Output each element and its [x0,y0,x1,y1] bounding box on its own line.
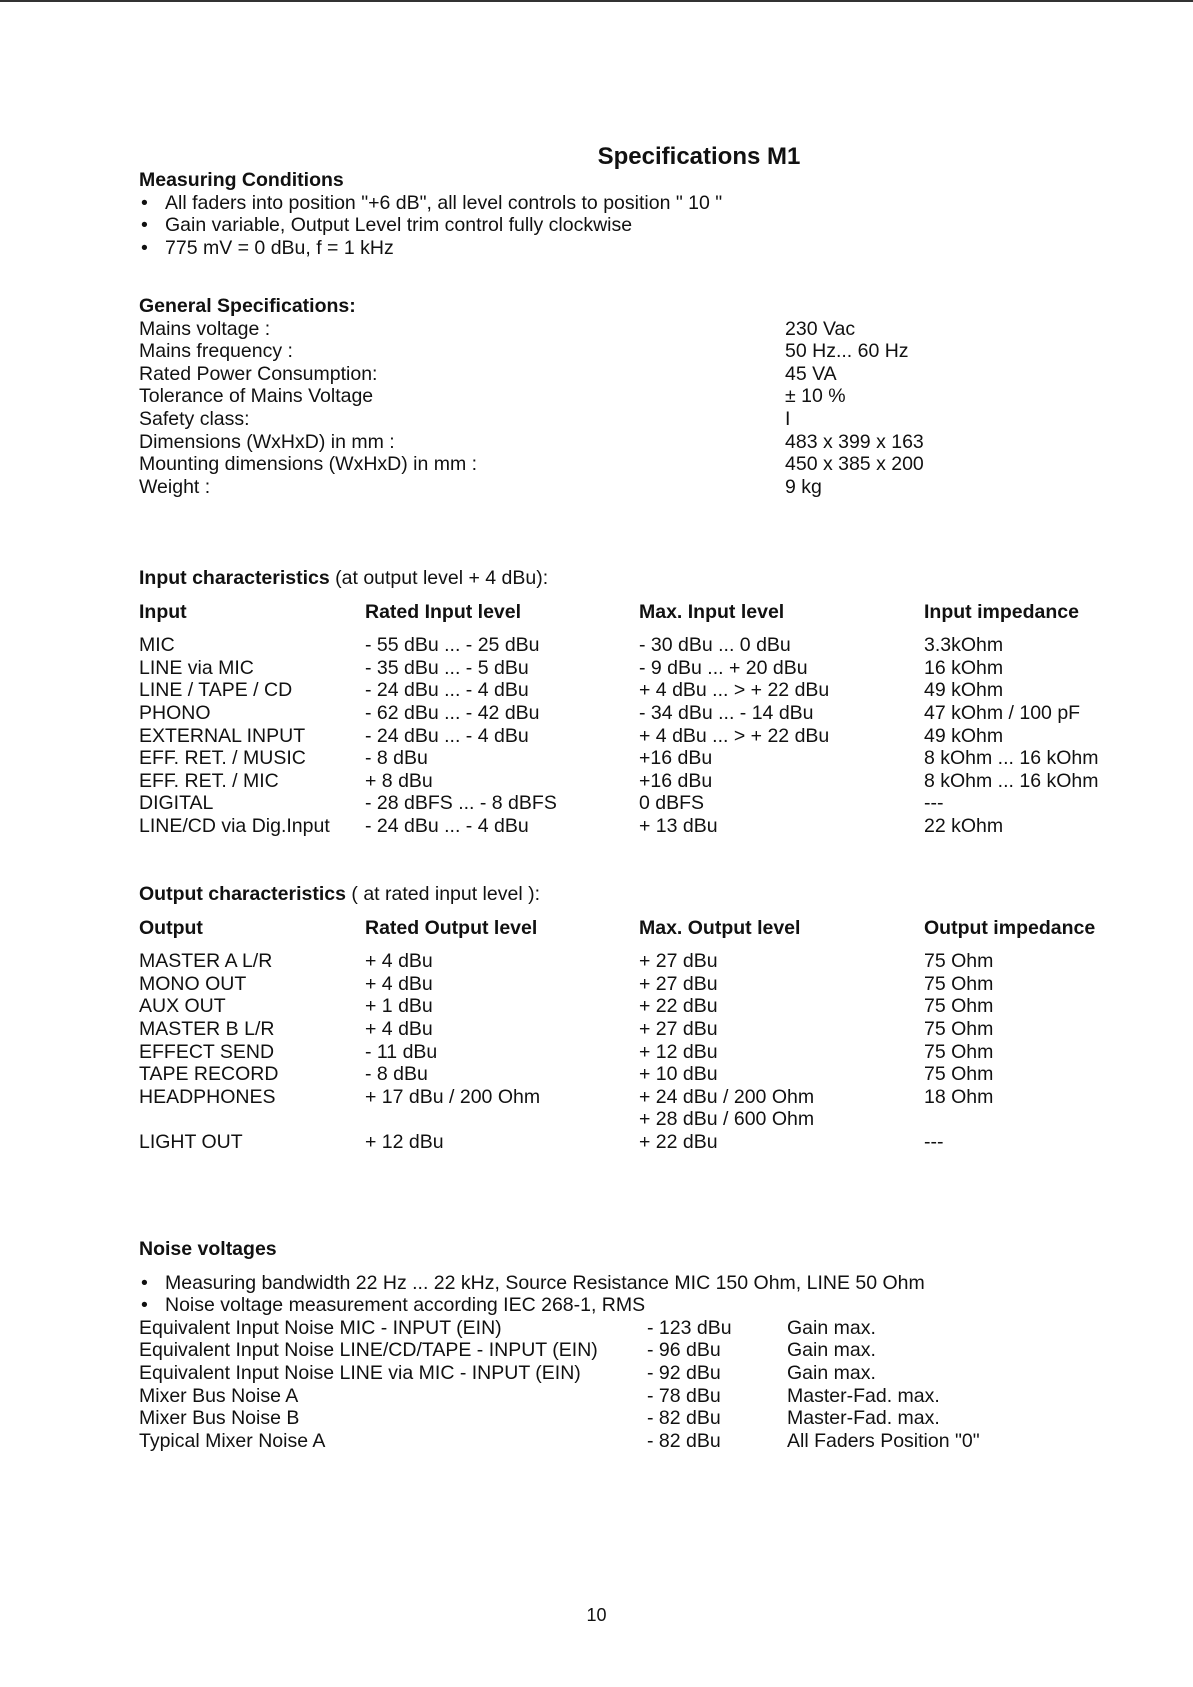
table-cell: - 28 dBFS ... - 8 dBFS [365,792,557,815]
output-characteristics-heading [139,883,1139,906]
table-cell: +16 dBu [639,747,713,770]
list-item: • Measuring bandwidth 22 Hz ... 22 kHz, Source Resistance MIC 150 Ohm, LINE 50 Ohm [139,1272,1139,1295]
table-cell: 47 kOhm / 100 pF [924,701,1081,724]
page-number: 10 [586,1605,607,1625]
table-row [139,1086,1139,1109]
table-cell: 75 Ohm [924,950,994,973]
table-cell: All Faders Position "0" [787,1429,980,1452]
table-cell: + 12 dBu [639,1040,718,1063]
table-cell: + 27 dBu [639,950,718,973]
table-cell: - 24 dBu ... - 4 dBu [365,814,529,837]
table-row [139,815,1139,838]
table-cell: Mixer Bus Noise A [139,1384,299,1407]
table-cell: 75 Ohm [924,1040,994,1063]
top-border-line [0,0,1193,2]
noise-conditions-list [139,1272,1139,1317]
input-characteristics-heading [139,567,1139,590]
table-row [139,634,1139,657]
spec-value: ± 10 % [785,385,846,408]
table-row [139,340,1139,363]
table-cell [139,1108,365,1131]
table-cell: - 11 dBu [365,1040,438,1063]
table-cell: EXTERNAL INPUT [139,724,306,747]
spec-value: I [785,407,791,430]
table-cell: Master-Fad. max. [787,1384,940,1407]
table-cell: TAPE RECORD [139,1063,279,1086]
table-row [139,1108,1139,1131]
table-cell: 16 kOhm [924,656,1004,679]
table-cell: 75 Ohm [924,1017,994,1040]
column-header: Rated Output level [365,916,538,939]
table-row [139,385,1139,408]
table-cell: 49 kOhm [924,724,1004,747]
spec-label: Mounting dimensions (WxHxD) in mm : [139,453,478,476]
table-cell: - 82 dBu [647,1407,721,1430]
table-cell: 8 kOhm ... 16 kOhm [924,769,1099,792]
table-row [139,1041,1139,1064]
table-cell: HEADPHONES [139,1085,276,1108]
general-specifications-list [139,318,1139,499]
list-item: • 775 mV = 0 dBu, f = 1 kHz [139,237,1139,260]
table-cell: + 28 dBu / 600 Ohm [639,1108,815,1131]
table-cell: + 27 dBu [639,1017,718,1040]
table-cell: DIGITAL [139,792,214,815]
table-cell: MASTER A L/R [139,950,273,973]
measuring-conditions-heading: Measuring Conditions [139,169,344,191]
table-cell: - 82 dBu [647,1429,721,1452]
column-header: Output impedance [924,916,1096,939]
table-cell [924,1108,1139,1131]
table-cell: - 123 dBu [647,1316,732,1339]
spec-value: 9 kg [785,475,822,498]
spec-label: Tolerance of Mains Voltage [139,385,374,408]
table-cell: Gain max. [787,1361,876,1384]
table-cell: + 22 dBu [639,995,718,1018]
table-cell: - 55 dBu ... - 25 dBu [365,634,540,657]
table-cell [365,1108,639,1131]
table-cell: - 24 dBu ... - 4 dBu [365,679,529,702]
table-row [139,725,1139,748]
spec-label: Dimensions (WxHxD) in mm : [139,430,395,453]
table-cell: Gain max. [787,1339,876,1362]
input-characteristics-section [139,567,1139,838]
table-row [139,1063,1139,1086]
table-cell: - 62 dBu ... - 42 dBu [365,701,540,724]
table-cell: + 1 dBu [365,995,433,1018]
spec-value: 450 x 385 x 200 [785,453,924,476]
table-row [139,770,1139,793]
table-cell: + 4 dBu [365,950,433,973]
table-row [139,1317,1139,1340]
table-row [139,318,1139,341]
table-row [139,1339,1139,1362]
table-cell: + 8 dBu [365,769,433,792]
table-cell: EFF. RET. / MUSIC [139,747,306,770]
table-row [139,747,1139,770]
column-header: Max. Output level [639,916,801,939]
measuring-conditions-list [139,192,1139,260]
table-cell: 18 Ohm [924,1085,994,1108]
table-cell: MIC [139,634,175,657]
table-row [139,363,1139,386]
output-characteristics-section [139,883,1139,1154]
table-cell: + 27 dBu [639,972,718,995]
output-table-header [139,917,1139,940]
table-row [139,679,1139,702]
table-cell: - 8 dBu [365,1063,428,1086]
table-cell: + 4 dBu ... > + 22 dBu [639,679,830,702]
column-header: Max. Input level [639,600,785,623]
column-header: Input [139,600,187,623]
table-row [139,408,1139,431]
noise-table [139,1317,1139,1453]
table-cell: - 78 dBu [647,1384,721,1407]
table-row [139,1362,1139,1385]
spec-label: Weight : [139,475,211,498]
table-row [139,657,1139,680]
table-row [139,1407,1139,1430]
table-cell: 75 Ohm [924,1063,994,1086]
table-cell: - 8 dBu [365,747,428,770]
list-item: • All faders into position "+6 dB", all level controls to position " 10 " [139,192,1139,215]
list-item: • Gain variable, Output Level trim control fully clockwise [139,214,1139,237]
output-heading-note: ( at rated input level ): [345,883,540,905]
table-cell: - 24 dBu ... - 4 dBu [365,724,529,747]
table-row [139,453,1139,476]
table-cell: --- [924,1130,944,1153]
noise-voltages-section [139,1238,1139,1452]
table-row [139,476,1139,499]
table-row [139,973,1139,996]
table-cell: Mixer Bus Noise B [139,1407,300,1430]
table-cell: Master-Fad. max. [787,1407,940,1430]
table-cell: EFFECT SEND [139,1040,275,1063]
table-cell: - 96 dBu [647,1339,721,1362]
output-table-body [139,950,1139,1153]
table-cell: + 24 dBu / 200 Ohm [639,1085,815,1108]
table-cell: - 35 dBu ... - 5 dBu [365,656,529,679]
table-row [139,792,1139,815]
list-item: • Noise voltage measurement according IEC 268-1, RMS [139,1294,1139,1317]
table-cell: + 12 dBu [365,1130,444,1153]
measuring-conditions-section [139,169,1139,259]
column-header: Rated Input level [365,600,522,623]
table-cell: - 9 dBu ... + 20 dBu [639,656,808,679]
table-cell: + 4 dBu ... > + 22 dBu [639,724,830,747]
table-cell: 8 kOhm ... 16 kOhm [924,747,1099,770]
table-cell: LINE / TAPE / CD [139,679,293,702]
spec-value: 230 Vac [785,317,856,340]
table-cell: PHONO [139,701,211,724]
table-row [139,431,1139,454]
general-specifications-section [139,295,1139,498]
table-row [139,995,1139,1018]
table-cell: Typical Mixer Noise A [139,1429,326,1452]
output-heading-bold: Output characteristics [139,883,346,905]
table-cell: --- [924,792,944,815]
table-cell: 0 dBFS [639,792,705,815]
table-cell: + 17 dBu / 200 Ohm [365,1085,541,1108]
table-cell: MONO OUT [139,972,247,995]
table-cell: + 4 dBu [365,972,433,995]
table-cell: Gain max. [787,1316,876,1339]
spec-label: Safety class: [139,407,250,430]
spec-label: Rated Power Consumption: [139,362,378,385]
table-cell: Equivalent Input Noise LINE via MIC - INPUT (EIN) [139,1361,581,1384]
input-table-body [139,634,1139,837]
noise-voltages-heading: Noise voltages [139,1238,277,1260]
table-cell: 22 kOhm [924,814,1004,837]
table-row [139,1131,1139,1154]
table-row [139,702,1139,725]
table-cell: LINE/CD via Dig.Input [139,814,330,837]
spec-value: 483 x 399 x 163 [785,430,924,453]
spec-value: 50 Hz... 60 Hz [785,340,909,363]
table-cell: + 13 dBu [639,814,718,837]
table-cell: 49 kOhm [924,679,1004,702]
table-row [139,1385,1139,1408]
table-cell: + 10 dBu [639,1063,718,1086]
page-title: Specifications M1 [597,143,801,170]
general-specifications-heading: General Specifications: [139,295,356,317]
table-cell: - 34 dBu ... - 14 dBu [639,701,814,724]
table-cell: + 22 dBu [639,1130,718,1153]
table-cell: + 4 dBu [365,1017,433,1040]
input-heading-bold: Input characteristics [139,567,330,589]
table-row [139,1430,1139,1453]
spec-label: Mains voltage : [139,317,271,340]
input-heading-note: (at output level + 4 dBu): [329,567,549,589]
table-row [139,950,1139,973]
table-row [139,1018,1139,1041]
table-cell: 75 Ohm [924,995,994,1018]
spec-value: 45 VA [785,362,837,385]
table-cell: +16 dBu [639,769,713,792]
table-cell: - 30 dBu ... 0 dBu [639,634,791,657]
table-cell: LINE via MIC [139,656,254,679]
table-cell: Equivalent Input Noise MIC - INPUT (EIN) [139,1316,502,1339]
table-cell: LIGHT OUT [139,1130,243,1153]
table-cell: AUX OUT [139,995,226,1018]
spec-label: Mains frequency : [139,340,293,363]
column-header: Input impedance [924,600,1079,623]
table-cell: 3.3kOhm [924,634,1004,657]
table-cell: 75 Ohm [924,972,994,995]
input-table-header [139,601,1139,624]
table-cell: EFF. RET. / MIC [139,769,279,792]
column-header: Output [139,916,203,939]
table-cell: MASTER B L/R [139,1017,275,1040]
table-cell: - 92 dBu [647,1361,721,1384]
table-cell: Equivalent Input Noise LINE/CD/TAPE - INPUT (EIN) [139,1339,598,1362]
